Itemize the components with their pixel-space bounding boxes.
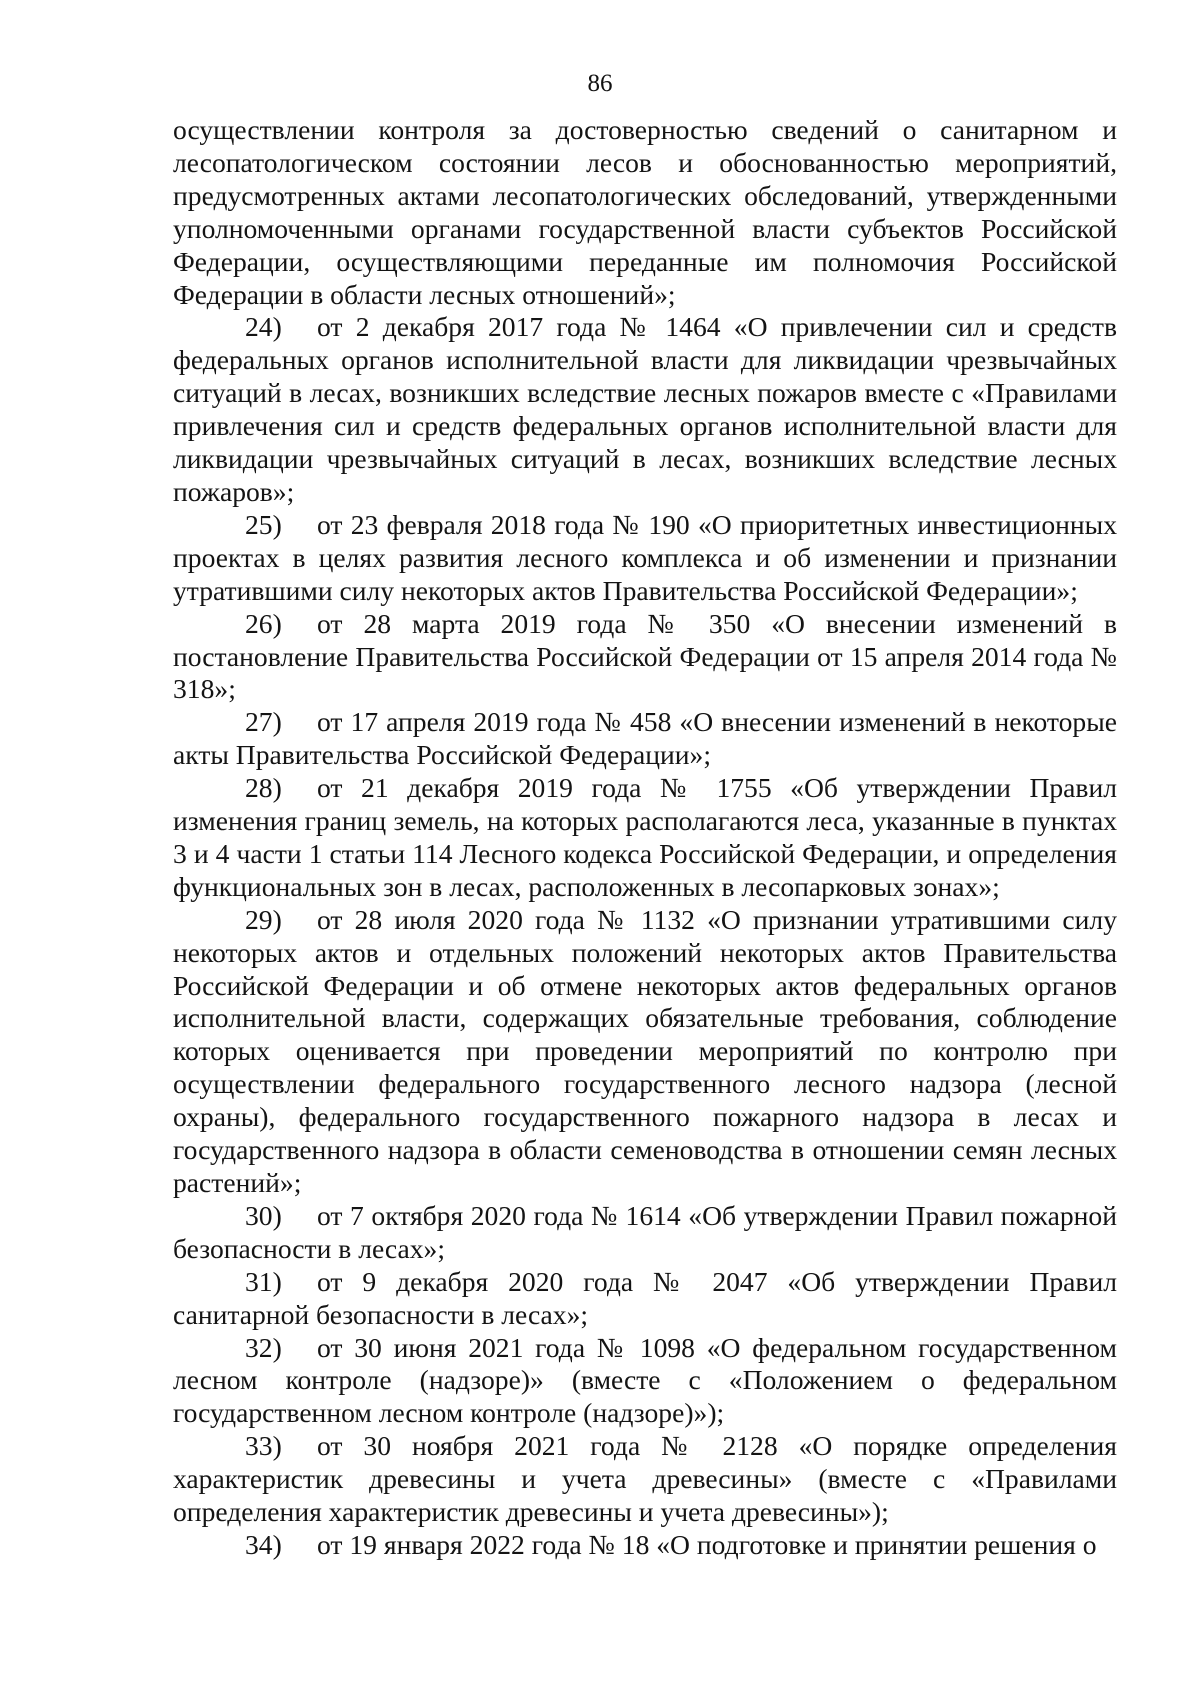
item-number: 31): [245, 1265, 282, 1297]
item-number: 24): [245, 311, 282, 343]
item-text: от 17 апреля 2019 года № 458 «О внесении изменений в некоторые акты Правительства Российской Федерации»;: [173, 706, 1117, 771]
item-number: 28): [245, 772, 282, 804]
lead-paragraph: осуществлении контроля за достоверностью сведений о санитарном и лесопатологическом состоянии лесов и обоснованностью мероприятий, предусмотренных актами лесопатологических обследований, утвержденными уполномоченными органами государственной власти субъектов Российской Федерации, осуществляющими переданные им полномочия Российской Федерации в области лесных отношений»;: [173, 114, 1117, 310]
list-item-26: [173, 608, 1117, 707]
item-text: от 2 декабря 2017 года № 1464 «О привлечении сил и средств федеральных органов исполнительной власти для ликвидации чрезвычайных ситуаций в лесах, возникших вследствие лесных пожаров вместе с «Правилами привлечения сил и средств федеральных органов исполнительной власти для ликвидации чрезвычайных ситуаций в лесах, возникших вследствие лесных пожаров»;: [173, 311, 1117, 507]
item-number: 27): [245, 706, 282, 738]
list-item-33: [173, 1430, 1117, 1529]
item-text: от 21 декабря 2019 года № 1755 «Об утверждении Правил изменения границ земель, на которых располагаются леса, указанные в пунктах 3 и 4 части 1 статьи 114 Лесного кодекса Российской Федерации, и определения функциональных зон в лесах, расположенных в лесопарковых зонах»;: [173, 772, 1117, 902]
item-number: 33): [245, 1430, 282, 1462]
item-number: 30): [245, 1199, 282, 1231]
item-text: от 28 марта 2019 года № 350 «О внесении изменений в постановление Правительства Российской Федерации от 15 апреля 2014 года № 318»;: [173, 607, 1117, 705]
item-number: 29): [245, 903, 282, 935]
item-number: 32): [245, 1331, 282, 1363]
item-text: от 23 февраля 2018 года № 190 «О приоритетных инвестиционных проектах в целях развития лесного комплекса и об изменении и признании утратившими силу некоторых актов Правительства Российской Федерации»;: [173, 508, 1117, 606]
item-text: от 28 июля 2020 года № 1132 «О признании утратившими силу некоторых актов и отдельных положений некоторых актов Правительства Российской Федерации и об отмене некоторых актов федеральных органов исполнительной власти, содержащих обязательные требования, соблюдение которых оценивается при проведении мероприятий по контролю при осуществлении федерального государственного лесного надзора (лесной охраны), федерального государственного пожарного надзора в лесах и государственного надзора в области семеноводства в отношении семян лесных растений»;: [173, 903, 1117, 1198]
list-item-28: [173, 772, 1117, 904]
document-body: [173, 114, 1117, 1562]
item-text: от 19 января 2022 года № 18 «О подготовке и принятии решения о: [317, 1528, 1097, 1560]
item-number: 34): [245, 1528, 282, 1560]
list-item-30: [173, 1200, 1117, 1266]
list-item-25: [173, 509, 1117, 608]
list-item-31: [173, 1266, 1117, 1332]
page-number: 86: [587, 70, 613, 97]
item-number: 25): [245, 508, 282, 540]
item-text: от 30 ноября 2021 года № 2128 «О порядке определения характеристик древесины и учета древесины» (вместе с «Правилами определения характеристик древесины и учета древесины»);: [173, 1430, 1117, 1528]
list-item-29: [173, 904, 1117, 1200]
item-number: 26): [245, 607, 282, 639]
list-item-27: [173, 706, 1117, 772]
item-text: от 7 октября 2020 года № 1614 «Об утверждении Правил пожарной безопасности в лесах»;: [173, 1199, 1117, 1264]
list-item-32: [173, 1332, 1117, 1431]
list-item-24: [173, 311, 1117, 508]
item-text: от 30 июня 2021 года № 1098 «О федеральном государственном лесном контроле (надзоре)» (вместе с «Положением о федеральном государственном лесном контроле (надзоре)»);: [173, 1331, 1117, 1429]
item-text: от 9 декабря 2020 года № 2047 «Об утверждении Правил санитарной безопасности в лесах»;: [173, 1265, 1117, 1330]
list-item-34: [173, 1529, 1117, 1562]
